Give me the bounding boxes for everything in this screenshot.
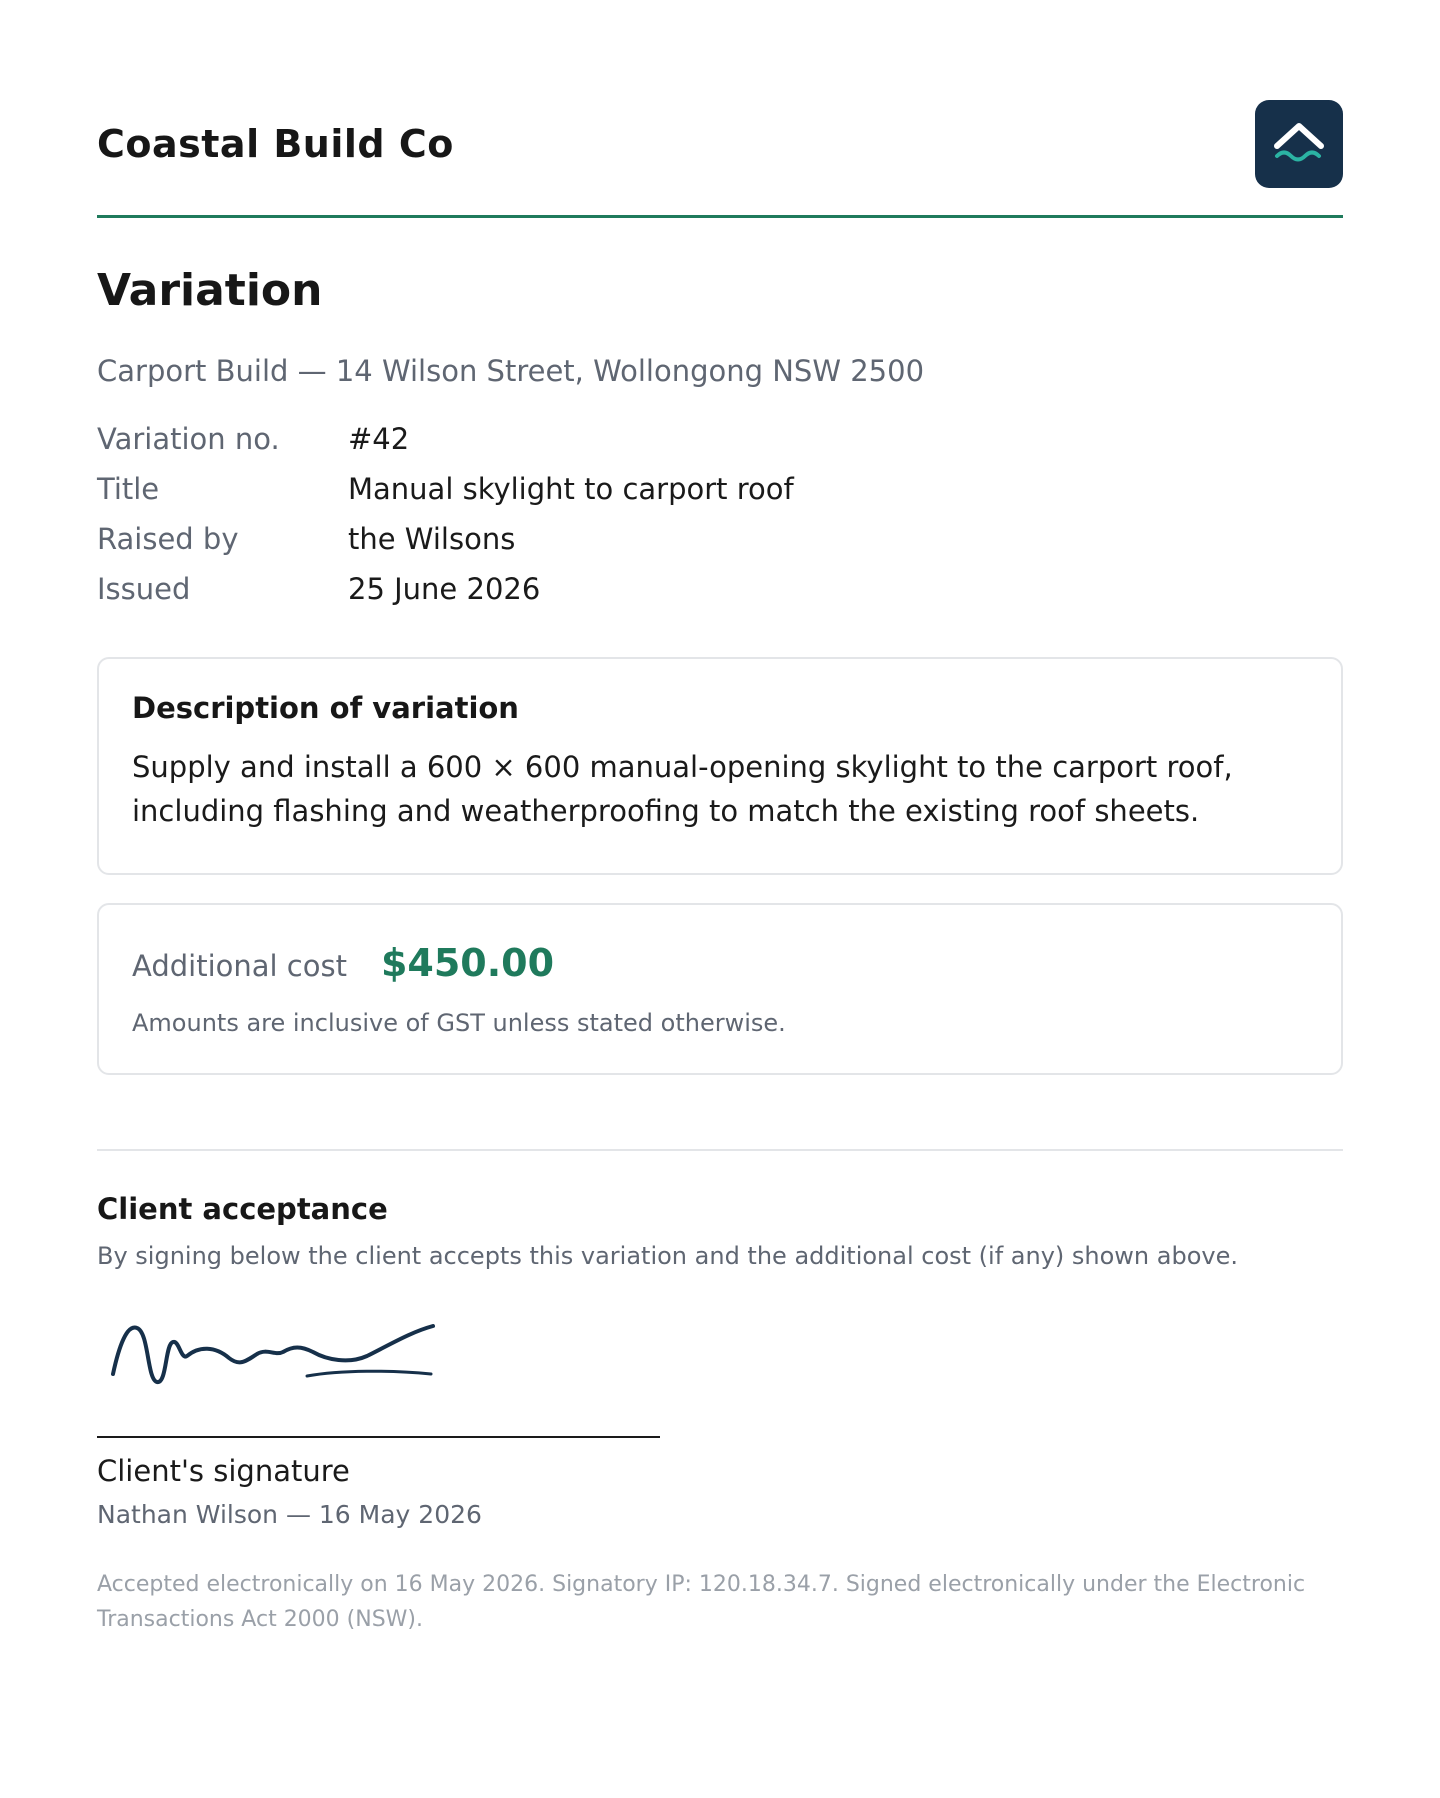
- description-line-2: including flashing and weatherproofing to match the existing roof sheets.: [132, 794, 1200, 828]
- cost-value: $450.00: [380, 941, 555, 985]
- meta-value-issued: 25 June 2026: [348, 572, 541, 606]
- meta-value-variation-no: #42: [348, 422, 410, 456]
- acceptance-heading: Client acceptance: [97, 1192, 388, 1226]
- signature-line: [97, 1436, 660, 1438]
- meta-label-title: Title: [97, 472, 160, 506]
- signature-label: Client's signature: [97, 1454, 350, 1488]
- electronic-acceptance-note: Accepted electronically on 16 May 2026. Signatory IP: 120.18.34.7. Signed electronically under the Electronic Transactions Act 2000 (NSW).: [97, 1572, 1306, 1632]
- section-divider: [97, 1149, 1343, 1151]
- client-signature: [111, 1316, 491, 1406]
- description-body: [132, 745, 1309, 833]
- header-divider: [97, 215, 1343, 218]
- signer-name-date: Nathan Wilson — 16 May 2026: [97, 1500, 482, 1529]
- cost-card: [97, 903, 1343, 1075]
- cost-row: [132, 941, 1309, 985]
- company-name: Coastal Build Co: [97, 122, 454, 166]
- gst-note: Amounts are inclusive of GST unless stated otherwise.: [132, 1009, 786, 1037]
- page-title: Variation: [97, 265, 323, 316]
- document-header: [97, 0, 1343, 188]
- variation-details: [97, 420, 1343, 609]
- meta-value-raised-by: the Wilsons: [348, 522, 516, 556]
- meta-label-variation-no: Variation no.: [97, 422, 280, 456]
- acceptance-text: By signing below the client accepts this variation and the additional cost (if any) shown above.: [97, 1242, 1238, 1270]
- description-heading: Description of variation: [132, 691, 519, 725]
- meta-label-raised-by: Raised by: [97, 522, 239, 556]
- house-waves-icon: [1255, 100, 1343, 188]
- cost-label: Additional cost: [132, 949, 347, 983]
- meta-label-issued: Issued: [97, 572, 191, 606]
- logo-mark: [1269, 118, 1329, 170]
- meta-value-title: Manual skylight to carport roof: [348, 472, 794, 506]
- description-line-1: Supply and install a 600 × 600 manual-opening skylight to the carport roof,: [132, 750, 1233, 784]
- project-address: Carport Build — 14 Wilson Street, Wollongong NSW 2500: [97, 354, 925, 388]
- description-card: [97, 657, 1343, 875]
